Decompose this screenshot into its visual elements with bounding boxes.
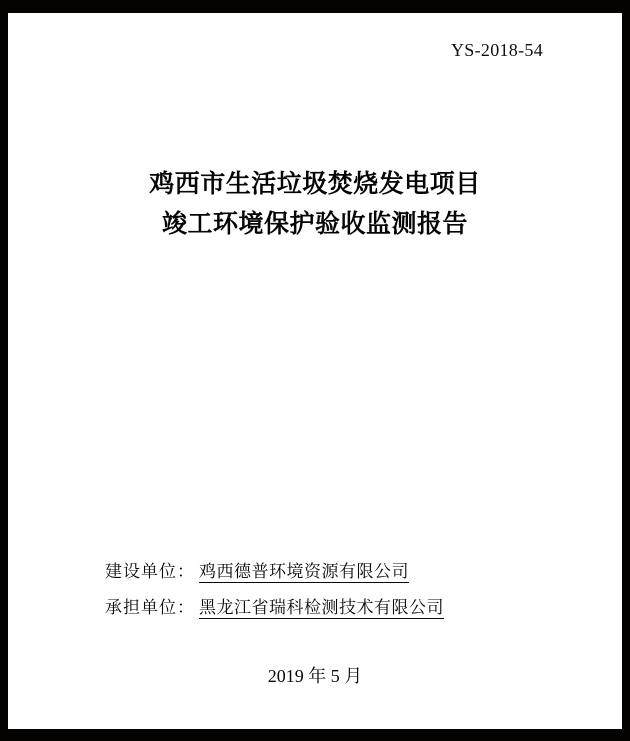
undertaking-unit-label: 承担单位： — [105, 598, 195, 617]
undertaking-unit-name: 黑龙江省瑞科检测技术有限公司 — [199, 598, 444, 617]
undertaking-unit-row — [105, 593, 444, 618]
report-title-line-2: 竣工环境保护验收监测报告 — [161, 210, 468, 238]
construction-unit-row — [105, 557, 409, 582]
construction-unit-label: 建设单位： — [105, 562, 195, 581]
doc-number: YS-2018-54 — [451, 40, 543, 60]
construction-unit-name: 鸡西德普环境资源有限公司 — [199, 562, 409, 581]
report-title — [8, 164, 622, 244]
report-date: 2019 年 5 月 — [267, 666, 363, 686]
report-cover-page — [8, 13, 622, 729]
report-title-line-1: 鸡西市生活垃圾焚烧发电项目 — [149, 170, 481, 198]
